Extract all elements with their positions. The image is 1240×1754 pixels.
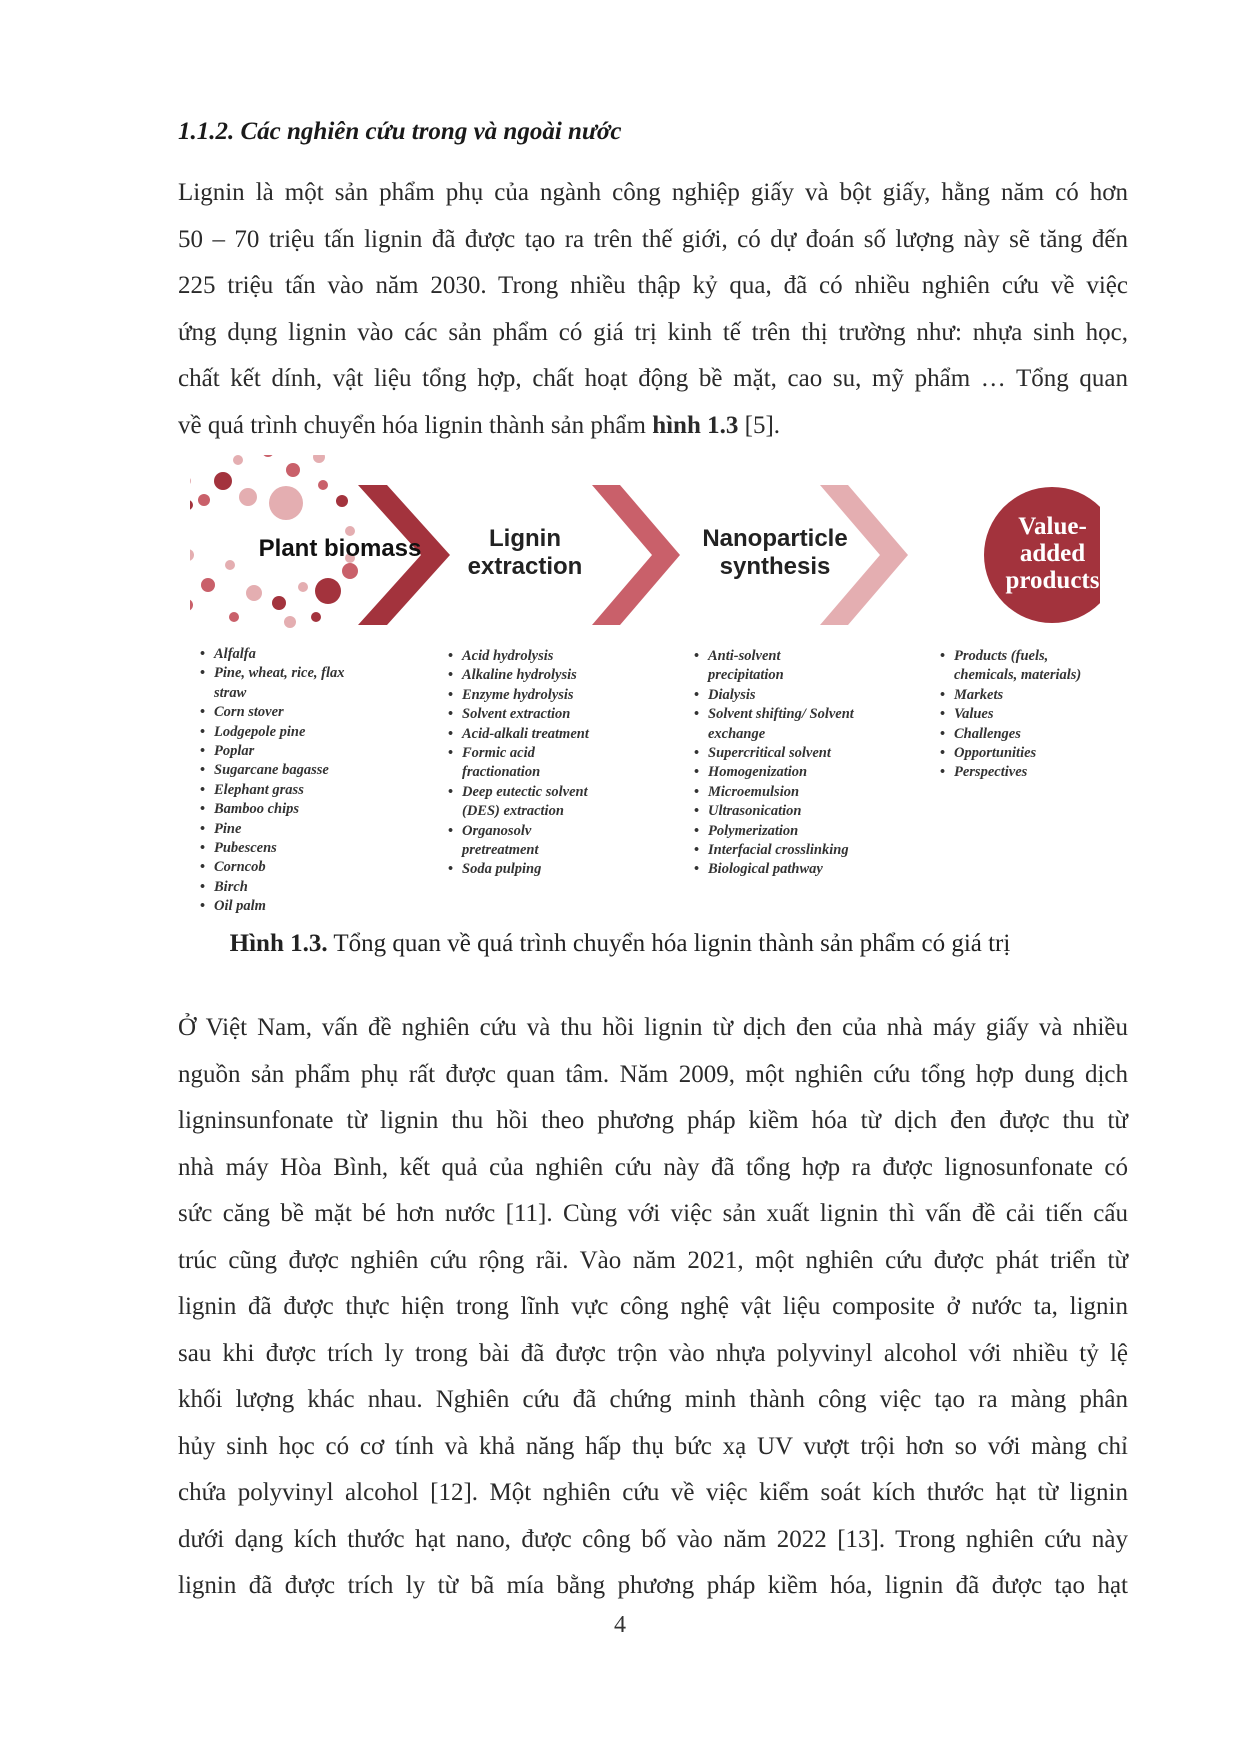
- list-item: • Polymerization: [694, 822, 894, 841]
- list-item: • Sugarcane bagasse: [200, 761, 400, 780]
- list-item: • Anti-solvent precipitation: [694, 647, 813, 686]
- paragraph-line: sức căng bề mặt bé hơn nước [11]. Cùng với việc sản xuất lignin thì vấn đề cải tiến cấu: [178, 1200, 1128, 1227]
- list-item: • Oil palm: [200, 897, 400, 916]
- paragraph-2: [178, 1005, 1128, 1610]
- list-item: • Markets: [940, 686, 1110, 705]
- list-item: • Pine: [200, 820, 400, 839]
- lignin-process-figure: [190, 455, 1100, 920]
- paragraph-line: 225 triệu tấn vào năm 2030. Trong nhiều thập kỷ qua, đã có nhiều nghiên cứu về việc: [178, 272, 1128, 299]
- paragraph-line: 50 – 70 triệu tấn lignin đã được tạo ra trên thế giới, có dự đoán số lượng này sẽ tăng đến: [178, 225, 1128, 253]
- section-heading: 1.1.2. Các nghiên cứu trong và ngoài nước: [178, 118, 622, 145]
- paragraph-1: [178, 170, 1128, 449]
- stage-title-plant-biomass: Plant biomass: [258, 535, 422, 562]
- paragraph-line: trúc cũng được nghiên cứu rộng rãi. Vào năm 2021, một nghiên cứu được phát triển từ: [178, 1246, 1128, 1274]
- paragraph-line: chứa polyvinyl alcohol [12]. Một nghiên cứu về việc kiểm soát kích thước hạt từ lignin: [178, 1479, 1128, 1506]
- list-item: • Dialysis: [694, 686, 894, 705]
- list-item: • Ultrasonication: [694, 802, 894, 821]
- paragraph-line: nguồn sản phẩm phụ rất được quan tâm. Năm 2009, một nghiên cứu tổng hợp dung dịch: [178, 1060, 1128, 1088]
- list-item: • Interfacial crosslinking: [694, 841, 894, 860]
- list-item: • Biological pathway: [694, 860, 894, 879]
- lignin-extraction-list: [448, 647, 648, 880]
- paragraph-line: lignin đã được trích ly từ bã mía bằng phương pháp kiềm hóa, lignin đã được tạo hạt: [178, 1572, 1128, 1599]
- list-item: • Alfalfa: [200, 645, 400, 664]
- list-item: • Elephant grass: [200, 781, 400, 800]
- paragraph-line: Ở Việt Nam, vấn đề nghiên cứu và thu hồi lignin từ dịch đen của nhà máy giấy và nhiều: [178, 1014, 1128, 1041]
- list-item: • Corn stover: [200, 703, 400, 722]
- stage-title-text: Value-added products: [1005, 513, 1100, 594]
- figure-reference: hình 1.3: [652, 411, 739, 439]
- list-item: • Solvent extraction: [448, 705, 648, 724]
- list-item: • Bamboo chips: [200, 800, 400, 819]
- caption-text: Tổng quan về quá trình chuyển hóa lignin thành sản phẩm có giá trị: [327, 930, 1011, 957]
- citation: [5].: [738, 411, 781, 439]
- paragraph-line: chất kết dính, vật liệu tổng hợp, chất hoạt động bề mặt, cao su, mỹ phẩm … Tổng quan: [178, 365, 1128, 392]
- list-item: • Solvent shifting/ Solvent exchange: [694, 705, 888, 744]
- list-item: • Soda pulping: [448, 860, 648, 879]
- paragraph-line: dưới dạng kích thước hạt nano, được công bố vào năm 2022 [13]. Trong nghiên cứu này: [178, 1525, 1128, 1553]
- list-item: • Acid-alkali treatment: [448, 725, 648, 744]
- stage-title-text: Nanoparticle synthesis: [702, 525, 848, 580]
- list-item: • Lodgepole pine: [200, 723, 400, 742]
- list-item: • Acid hydrolysis: [448, 647, 648, 666]
- list-item: • Birch: [200, 878, 400, 897]
- paragraph-line: nhà máy Hòa Bình, kết quả của nghiên cứu này đã tổng hợp ra được lignosunfonate có: [178, 1153, 1128, 1181]
- paragraph-line: ligninsunfonate từ lignin thu hồi theo phương pháp kiềm hóa từ dịch đen được thu từ: [178, 1107, 1128, 1134]
- paragraph-line: ứng dụng lignin vào các sản phẩm có giá trị kinh tế trên thị trường như: nhựa sinh học,: [178, 318, 1128, 346]
- caption-label: Hình 1.3.: [229, 930, 328, 957]
- stage-title-nanoparticle-synthesis: [670, 525, 880, 581]
- list-item: • Values: [940, 705, 1110, 724]
- list-item: • Enzyme hydrolysis: [448, 686, 648, 705]
- list-item: • Deep eutectic solvent (DES) extraction: [448, 783, 622, 822]
- list-item: • Poplar: [200, 742, 400, 761]
- plant-biomass-list: [200, 645, 400, 917]
- stage-title-text: Lignin extraction: [467, 525, 583, 580]
- list-item: • Pine, wheat, rice, flax straw: [200, 664, 364, 703]
- line-text: về quá trình chuyển hóa lignin thành sản phẩm: [178, 411, 653, 439]
- paragraph-line: Lignin là một sản phẩm phụ của ngành công nghiệp giấy và bột giấy, hằng năm có hơn: [178, 179, 1128, 206]
- list-item: • Formic acid fractionation: [448, 744, 577, 783]
- paragraph-line: sau khi được trích ly trong bài đã được trộn vào nhựa polyvinyl alcohol với nhiều tỷ lệ: [178, 1339, 1128, 1367]
- value-added-products-list: [940, 647, 1110, 783]
- paragraph-line: lignin đã được thực hiện trong lĩnh vực công nghệ vật liệu composite ở nước ta, lignin: [178, 1293, 1128, 1320]
- list-item: • Products (fuels, chemicals, materials): [940, 647, 1114, 686]
- list-item: • Opportunities: [940, 744, 1110, 763]
- list-item: • Challenges: [940, 725, 1110, 744]
- stage-title-lignin-extraction: [425, 525, 625, 581]
- stage-title-value-added-products: [985, 513, 1120, 594]
- list-item: • Pubescens: [200, 839, 400, 858]
- list-item: • Homogenization: [694, 763, 894, 782]
- nanoparticle-synthesis-list: [694, 647, 894, 880]
- list-item: • Alkaline hydrolysis: [448, 666, 648, 685]
- list-item: • Corncob: [200, 858, 400, 877]
- list-item: • Perspectives: [940, 763, 1110, 782]
- list-item: • Supercritical solvent: [694, 744, 894, 763]
- paragraph-last-line: [178, 403, 1128, 450]
- paragraph-line: khối lượng khác nhau. Nghiên cứu đã chứng minh thành công việc tạo ra màng phân: [178, 1386, 1128, 1413]
- paragraph-line: hủy sinh học có cơ tính và khả năng hấp thụ bức xạ UV vượt trội hơn so với màng chỉ: [178, 1432, 1128, 1460]
- list-item: • Organosolv pretreatment: [448, 822, 572, 861]
- page-number: 4: [614, 1612, 626, 1638]
- list-item: • Microemulsion: [694, 783, 894, 802]
- figure-caption: [0, 930, 1240, 958]
